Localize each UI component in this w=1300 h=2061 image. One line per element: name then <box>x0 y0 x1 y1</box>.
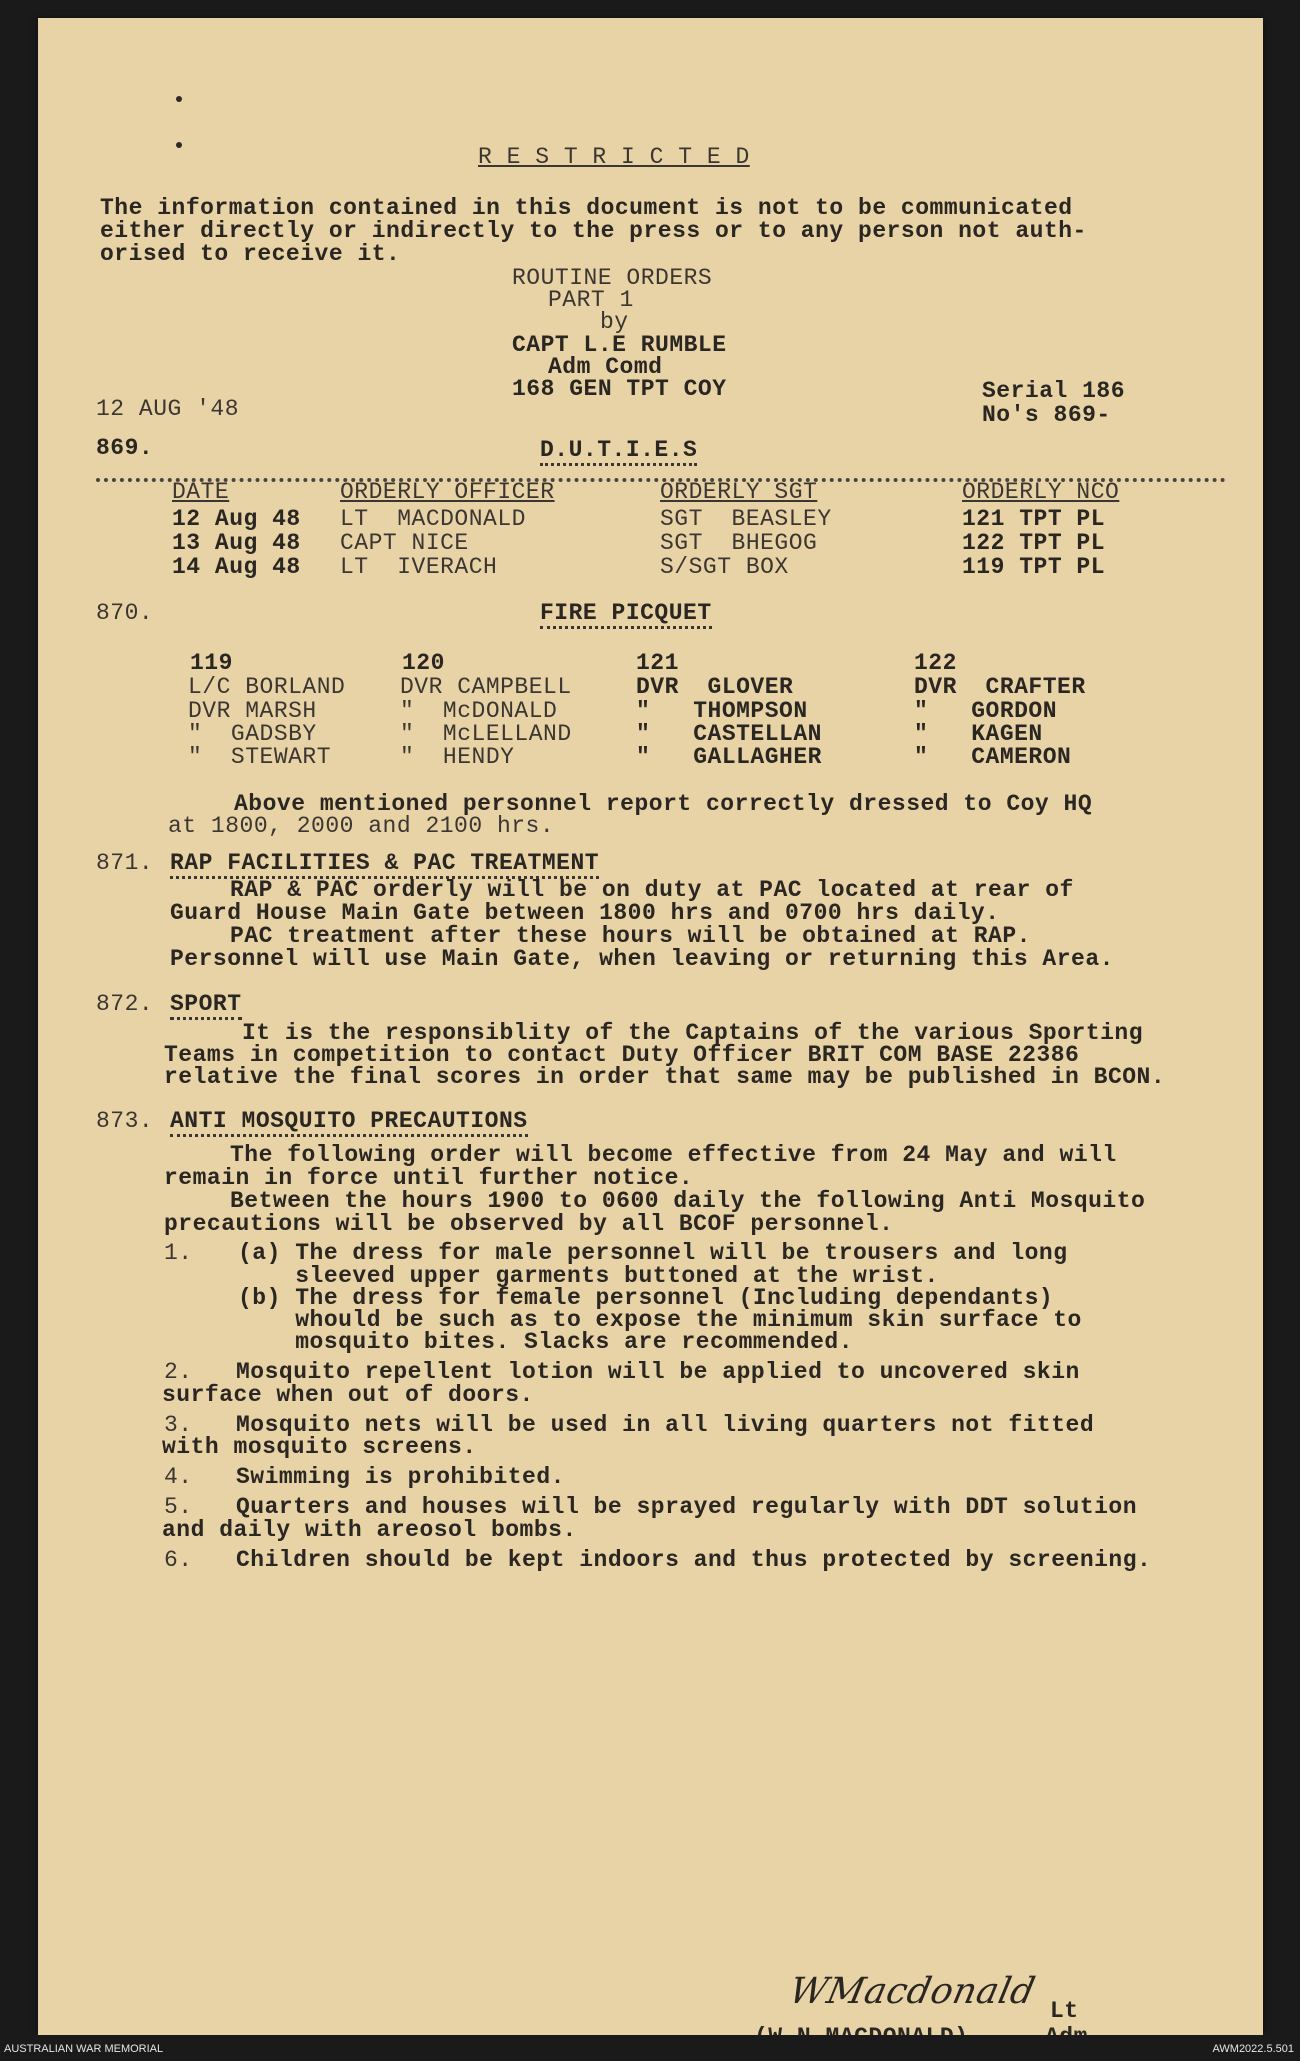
footer-bar <box>0 2035 1300 2061</box>
section-heading: RAP FACILITIES & PAC TREATMENT <box>170 850 599 879</box>
table-cell: 14 Aug 48 <box>172 553 301 580</box>
list-item-line: surface when out of doors. <box>162 1381 534 1408</box>
picquet-member: DVR CRAFTER <box>914 674 1086 701</box>
paragraph-line: The following order will become effective from 24 May and will <box>230 1141 1117 1168</box>
title-line: ROUTINE ORDERS <box>512 264 713 291</box>
table-cell: LT IVERACH <box>340 553 498 580</box>
picquet-member: " CAMERON <box>914 743 1072 770</box>
list-number: 2. <box>164 1359 193 1386</box>
signature-scrawl: WMacdonald <box>785 1970 1039 2012</box>
table-cell: S/SGT BOX <box>660 553 789 580</box>
picquet-unit: 122 <box>914 649 957 676</box>
list-item-line: Swimming is prohibited. <box>236 1464 565 1491</box>
picquet-member: " McDONALD <box>400 697 558 724</box>
paragraph-line: relative the final scores in order that same may be published in BCON. <box>164 1064 1166 1091</box>
signature-rank: Lt <box>1050 1998 1079 2025</box>
list-item-line: Children should be kept indoors and thus protected by screening. <box>236 1546 1152 1573</box>
list-item-line: Mosquito repellent lotion will be applied to uncovered skin <box>236 1359 1080 1386</box>
table-cell: CAPT NICE <box>340 529 469 556</box>
section-heading: D.U.T.I.E.S <box>540 437 697 466</box>
list-item-line: whould be such as to expose the minimum skin surface to <box>238 1307 1082 1333</box>
section-number: 869. <box>96 434 154 461</box>
list-item-line: Mosquito nets will be used in all living quarters not fitted <box>236 1411 1095 1438</box>
table-column-header: DATE <box>172 479 230 506</box>
paragraph-line: RAP & PAC orderly will be on duty at PAC located at rear of <box>230 877 1074 904</box>
section-heading: FIRE PICQUET <box>540 600 712 629</box>
serial-number: Serial 186 <box>982 377 1126 404</box>
list-item-line: mosquito bites. Slacks are recommended. <box>238 1329 853 1356</box>
table-cell: 121 TPT PL <box>962 505 1106 532</box>
list-number: 1. <box>164 1240 193 1267</box>
title-line: Adm Comd <box>548 353 663 380</box>
order-nos: No's 869- <box>982 401 1111 428</box>
footer-credit: AUSTRALIAN WAR MEMORIAL <box>4 2043 164 2055</box>
picquet-member: " THOMPSON <box>636 697 808 724</box>
list-number: 6. <box>164 1546 193 1573</box>
table-cell: 12 Aug 48 <box>172 505 301 532</box>
list-number: 3. <box>164 1411 193 1438</box>
picquet-member: L/C BORLAND <box>188 674 346 701</box>
order-date: 12 AUG '48 <box>96 395 240 422</box>
section-heading: ANTI MOSQUITO PRECAUTIONS <box>170 1108 528 1137</box>
punch-mark <box>176 142 182 148</box>
title-line: 168 GEN TPT COY <box>512 376 727 402</box>
list-item-line: (a) The dress for male personnel will be trousers and long <box>238 1240 1068 1267</box>
table-column-header: ORDERLY OFFICER <box>340 479 555 506</box>
list-item-line: (b) The dress for female personnel (Including dependants) <box>238 1284 1054 1311</box>
table-cell: 122 TPT PL <box>962 529 1106 556</box>
list-item-line: with mosquito screens. <box>162 1434 477 1461</box>
section-number: 871. <box>96 850 154 877</box>
picquet-member: " STEWART <box>188 743 332 770</box>
paragraph-line: Teams in competition to contact Duty Officer BRIT COM BASE 22386 <box>164 1042 1080 1069</box>
punch-mark <box>176 96 182 102</box>
picquet-unit: 120 <box>402 649 445 676</box>
list-item-line: sleeved upper garments buttoned at the wrist. <box>238 1262 939 1289</box>
list-item-line: Quarters and houses will be sprayed regularly with DDT solution <box>236 1494 1138 1521</box>
picquet-member: DVR MARSH <box>188 697 317 724</box>
table-cell: SGT BHEGOG <box>660 529 818 556</box>
table-column-header: ORDERLY SGT <box>660 479 818 506</box>
list-item-line: and daily with areosol bombs. <box>162 1516 577 1543</box>
picquet-member: " GADSBY <box>188 720 317 747</box>
paragraph-line: Personnel will use Main Gate, when leaving or returning this Area. <box>170 946 1114 973</box>
restriction-notice-line: The information contained in this document is not to be communicated <box>100 194 1073 221</box>
paragraph-line: It is the responsiblity of the Captains of the various Sporting <box>242 1020 1144 1047</box>
section-number: 872. <box>96 990 154 1017</box>
picquet-unit: 121 <box>636 649 679 676</box>
picquet-member: DVR GLOVER <box>636 674 794 701</box>
paragraph-line: Between the hours 1900 to 0600 daily the following Anti Mosquito <box>230 1187 1146 1214</box>
table-cell: 119 TPT PL <box>962 553 1106 580</box>
picquet-note: Above mentioned personnel report correctly dressed to Coy HQ <box>234 790 1093 817</box>
table-cell: LT MACDONALD <box>340 505 526 532</box>
section-number: 873. <box>96 1108 154 1135</box>
picquet-member: " GORDON <box>914 697 1058 724</box>
footer-id: AWM2022.5.501 <box>1212 2043 1294 2055</box>
paragraph-line: precautions will be observed by all BCOF personnel. <box>164 1211 894 1238</box>
picquet-member: " HENDY <box>400 743 515 770</box>
picquet-note: at 1800, 2000 and 2100 hrs. <box>168 813 555 840</box>
table-cell: 13 Aug 48 <box>172 529 301 556</box>
picquet-member: " CASTELLAN <box>636 720 822 747</box>
title-line: PART 1 <box>548 287 634 314</box>
paragraph-line: remain in force until further notice. <box>164 1164 694 1191</box>
section-heading: SPORT <box>170 991 242 1020</box>
paragraph-line: PAC treatment after these hours will be obtained at RAP. <box>230 923 1031 950</box>
picquet-member: DVR CAMPBELL <box>400 674 572 701</box>
classification-heading: R E S T R I C T E D <box>478 144 750 171</box>
list-number: 4. <box>164 1464 193 1491</box>
section-number: 870. <box>96 599 154 626</box>
restriction-notice-line: either directly or indirectly to the press or to any person not auth- <box>100 217 1087 244</box>
table-cell: SGT BEASLEY <box>660 505 832 532</box>
title-line: CAPT L.E RUMBLE <box>512 331 727 358</box>
document-page <box>38 18 1263 2035</box>
picquet-member: " GALLAGHER <box>636 743 822 770</box>
table-column-header: ORDERLY NCO <box>962 479 1120 506</box>
restriction-notice-line: orised to receive it. <box>100 240 401 267</box>
picquet-member: " KAGEN <box>914 720 1043 747</box>
picquet-unit: 119 <box>190 649 233 676</box>
picquet-member: " McLELLAND <box>400 720 572 747</box>
title-line: by <box>600 309 629 336</box>
list-number: 5. <box>164 1494 193 1521</box>
paragraph-line: Guard House Main Gate between 1800 hrs and 0700 hrs daily. <box>170 900 1000 927</box>
